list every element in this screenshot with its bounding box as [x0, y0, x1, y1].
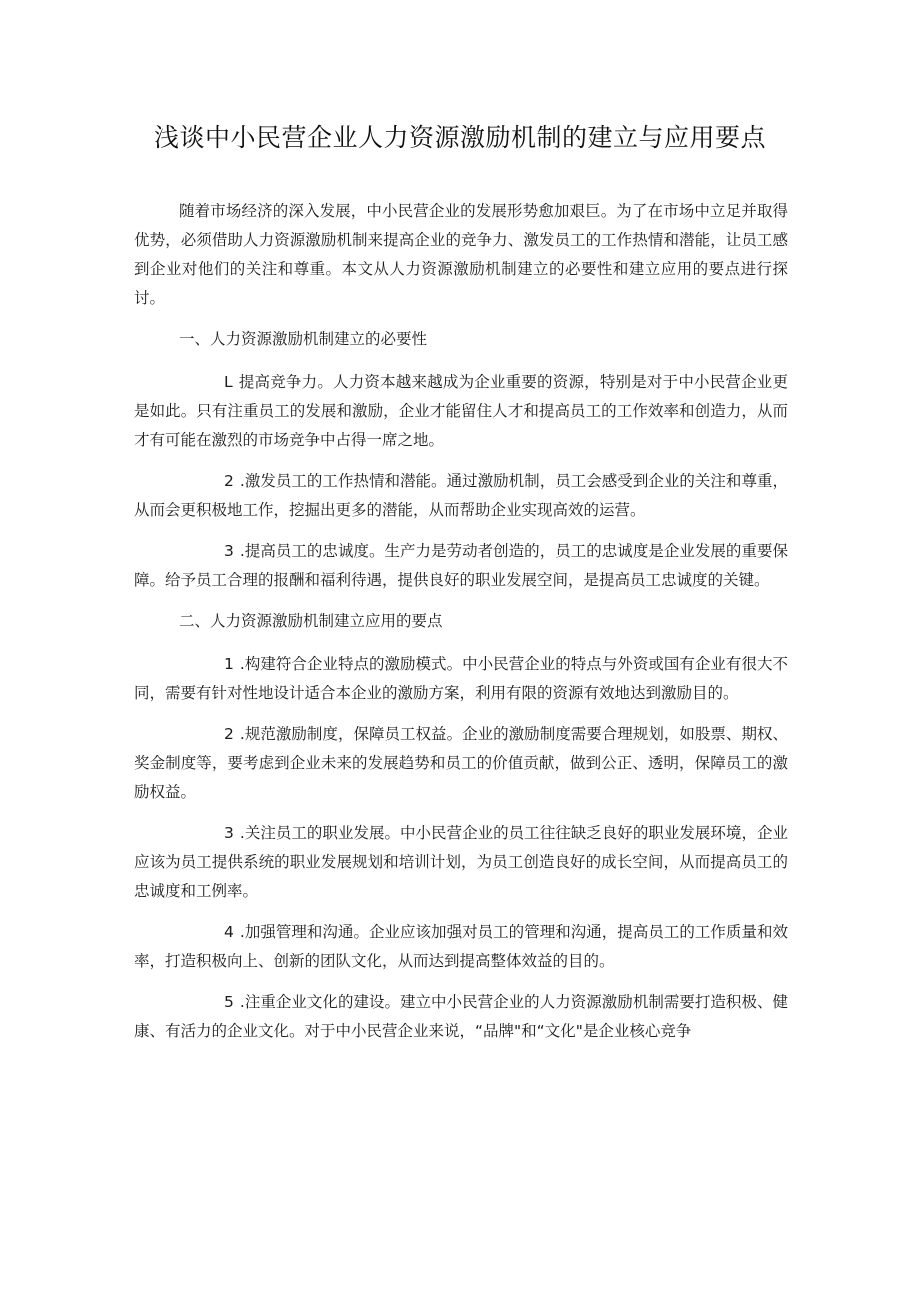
item-text: .关注员工的职业发展。中小民营企业的员工往往缺乏良好的职业发展环境，企业应该为员工提供系统的职业发展规划和培训计划，为员工创造良好的成长空间，从而提高员工的忠诚度和工例率。 — [134, 824, 788, 900]
item-number: 2 — [224, 725, 234, 743]
section-1-heading: 一、人力资源激励机制建立的必要性 — [179, 330, 428, 348]
intro-paragraph: 随着市场经济的深入发展，中小民营企业的发展形势愈加艰巨。为了在市场中立足并取得优势，必须借助人力资源激励机制来提高企业的竞争力、激发员工的工作热情和潜能，让员工感到企业对他们的关注和尊重。本文从人力资源激励机制建立的必要性和建立应用的要点进行探讨。 — [134, 202, 788, 307]
list-item — [134, 368, 788, 455]
item-number: 5 — [224, 993, 234, 1011]
item-number: 2 — [224, 472, 234, 490]
item-number: 1 — [224, 655, 234, 673]
section-2-heading: 二、人力资源激励机制建立应用的要点 — [179, 612, 443, 630]
list-item — [134, 819, 788, 906]
list-item — [134, 988, 788, 1046]
item-text: .提高员工的忠诚度。生产力是劳动者创造的，员工的忠诚度是企业发展的重要保障。给予员工合理的报酬和福利待遇，提供良好的职业发展空间，是提高员工忠诚度的关键。 — [134, 542, 788, 589]
document-body — [134, 197, 788, 1058]
item-number: L — [224, 373, 233, 391]
item-number: 3 — [224, 542, 234, 560]
list-item — [134, 918, 788, 976]
document-title: 浅谈中小民营企业人力资源激励机制的建立与应用要点 — [153, 123, 766, 152]
item-number: 4 — [224, 923, 234, 941]
item-text: .规范激励制度，保障员工权益。企业的激励制度需要合理规划，如股票、期权、奖金制度等，要考虑到企业未来的发展趋势和员工的价值贡献，做到公正、透明，保障员工的激励权益。 — [134, 725, 788, 801]
list-item — [134, 650, 788, 708]
item-text: .加强管理和沟通。企业应该加强对员工的管理和沟通，提高员工的工作质量和效率，打造积极向上、创新的团队文化，从而达到提高整体效益的目的。 — [134, 923, 788, 970]
list-item — [134, 720, 788, 807]
item-text: .注重企业文化的建设。建立中小民营企业的人力资源激励机制需要打造积极、健康、有活力的企业文化。对于中小民营企业来说，“品牌"和“文化"是企业核心竞争 — [134, 993, 788, 1040]
item-text: .激发员工的工作热情和潜能。通过激励机制，员工会感受到企业的关注和尊重，从而会更积极地工作，挖掘出更多的潜能，从而帮助企业实现高效的运营。 — [134, 472, 788, 519]
item-text: .构建符合企业特点的激励模式。中小民营企业的特点与外资或国有企业有很大不同，需要有针对性地设计适合本企业的激励方案，利用有限的资源有效地达到激励目的。 — [134, 655, 788, 702]
list-item — [134, 537, 788, 595]
item-number: 3 — [224, 824, 234, 842]
item-text: 提高竞争力。人力资本越来越成为企业重要的资源，特别是对于中小民营企业更是如此。只有注重员工的发展和激励，企业才能留住人才和提高员工的工作效率和创造力，从而才有可能在激烈的市场竞争中占得一席之地。 — [134, 373, 788, 449]
list-item — [134, 467, 788, 525]
